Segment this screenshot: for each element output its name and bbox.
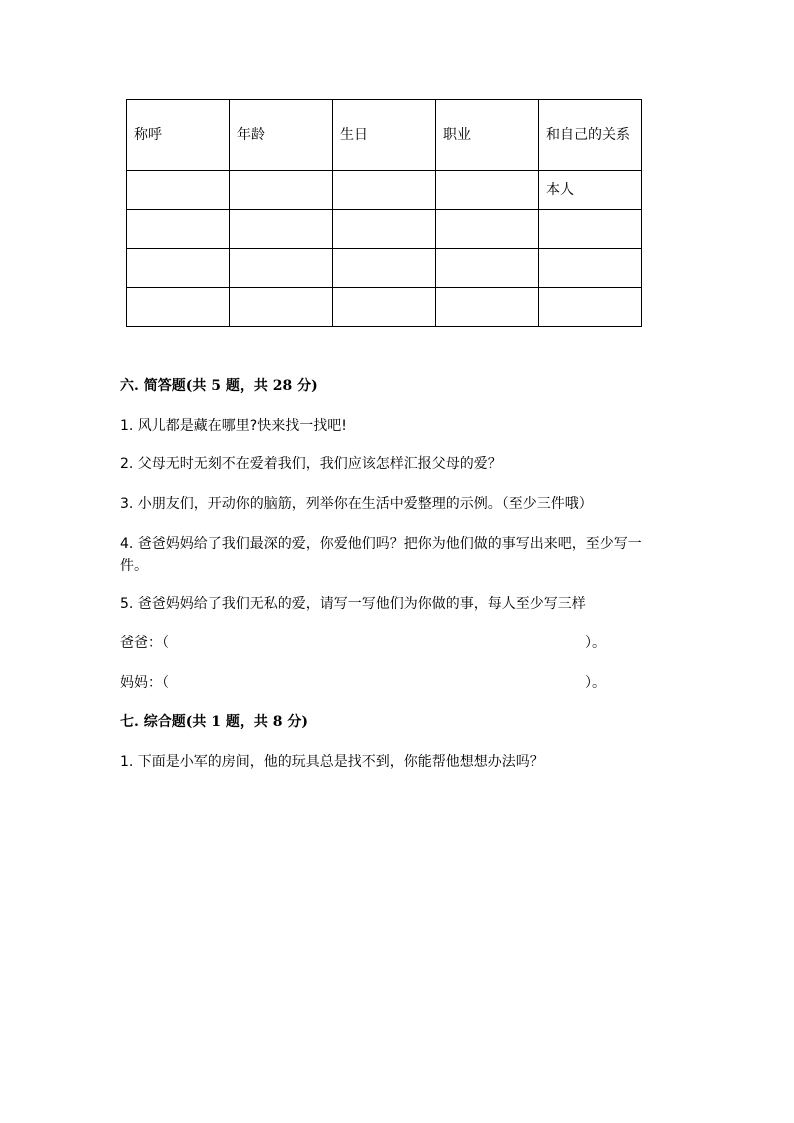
section-6-heading: 六. 简答题(共 5 题，共 28 分) [120,378,318,394]
question-6-3: 3. 小朋友们，开动你的脑筋，列举你在生活中爱整理的示例。（至少三件哦） [120,496,593,512]
table-row [127,288,642,327]
table-header-row [127,100,642,171]
question-6-2: 2. 父母无时无刻不在爱着我们，我们应该怎样汇报父母的爱？ [120,456,502,472]
table-cell [127,249,230,288]
table-cell [333,171,436,210]
table-cell [230,210,333,249]
dad-answer-label: 爸爸：（ [120,635,169,651]
table-header-cell: 年龄 [230,100,333,171]
question-6-4: 4. 爸爸妈妈给了我们最深的爱，你爱他们吗？把你为他们做的事写出来吧，至少写一件。 [120,536,642,574]
table-cell [436,249,539,288]
table-header-cell: 和自己的关系 [539,100,642,171]
table-cell [127,171,230,210]
table-cell [230,288,333,327]
table-header-cell: 称呼 [127,100,230,171]
table-cell [436,210,539,249]
family-info-table [126,99,642,327]
table-cell [127,210,230,249]
question-6-1: 1. 风儿都是藏在哪里?快来找一找吧! [120,418,347,434]
table-header-cell: 职业 [436,100,539,171]
table-cell [333,249,436,288]
mom-answer-end: ）。 [585,675,606,691]
section-7-heading: 七. 综合题(共 1 题，共 8 分) [120,714,308,730]
dad-answer-end: ）。 [585,635,606,651]
question-6-5: 5. 爸爸妈妈给了我们无私的爱，请写一写他们为你做的事，每人至少写三样 [120,596,586,612]
table-cell [127,288,230,327]
table-cell [539,288,642,327]
table-cell [333,288,436,327]
table-cell: 本人 [539,171,642,210]
table-cell [230,171,333,210]
question-7-1: 1. 下面是小军的房间，他的玩具总是找不到，你能帮他想想办法吗？ [120,754,544,770]
table-cell [230,249,333,288]
table-row [127,171,642,210]
mom-answer-label: 妈妈：（ [120,675,169,691]
table-cell [333,210,436,249]
table-row [127,210,642,249]
table-cell [436,171,539,210]
table-cell [539,210,642,249]
table-cell [436,288,539,327]
table-cell [539,249,642,288]
table-header-cell: 生日 [333,100,436,171]
table-row [127,249,642,288]
